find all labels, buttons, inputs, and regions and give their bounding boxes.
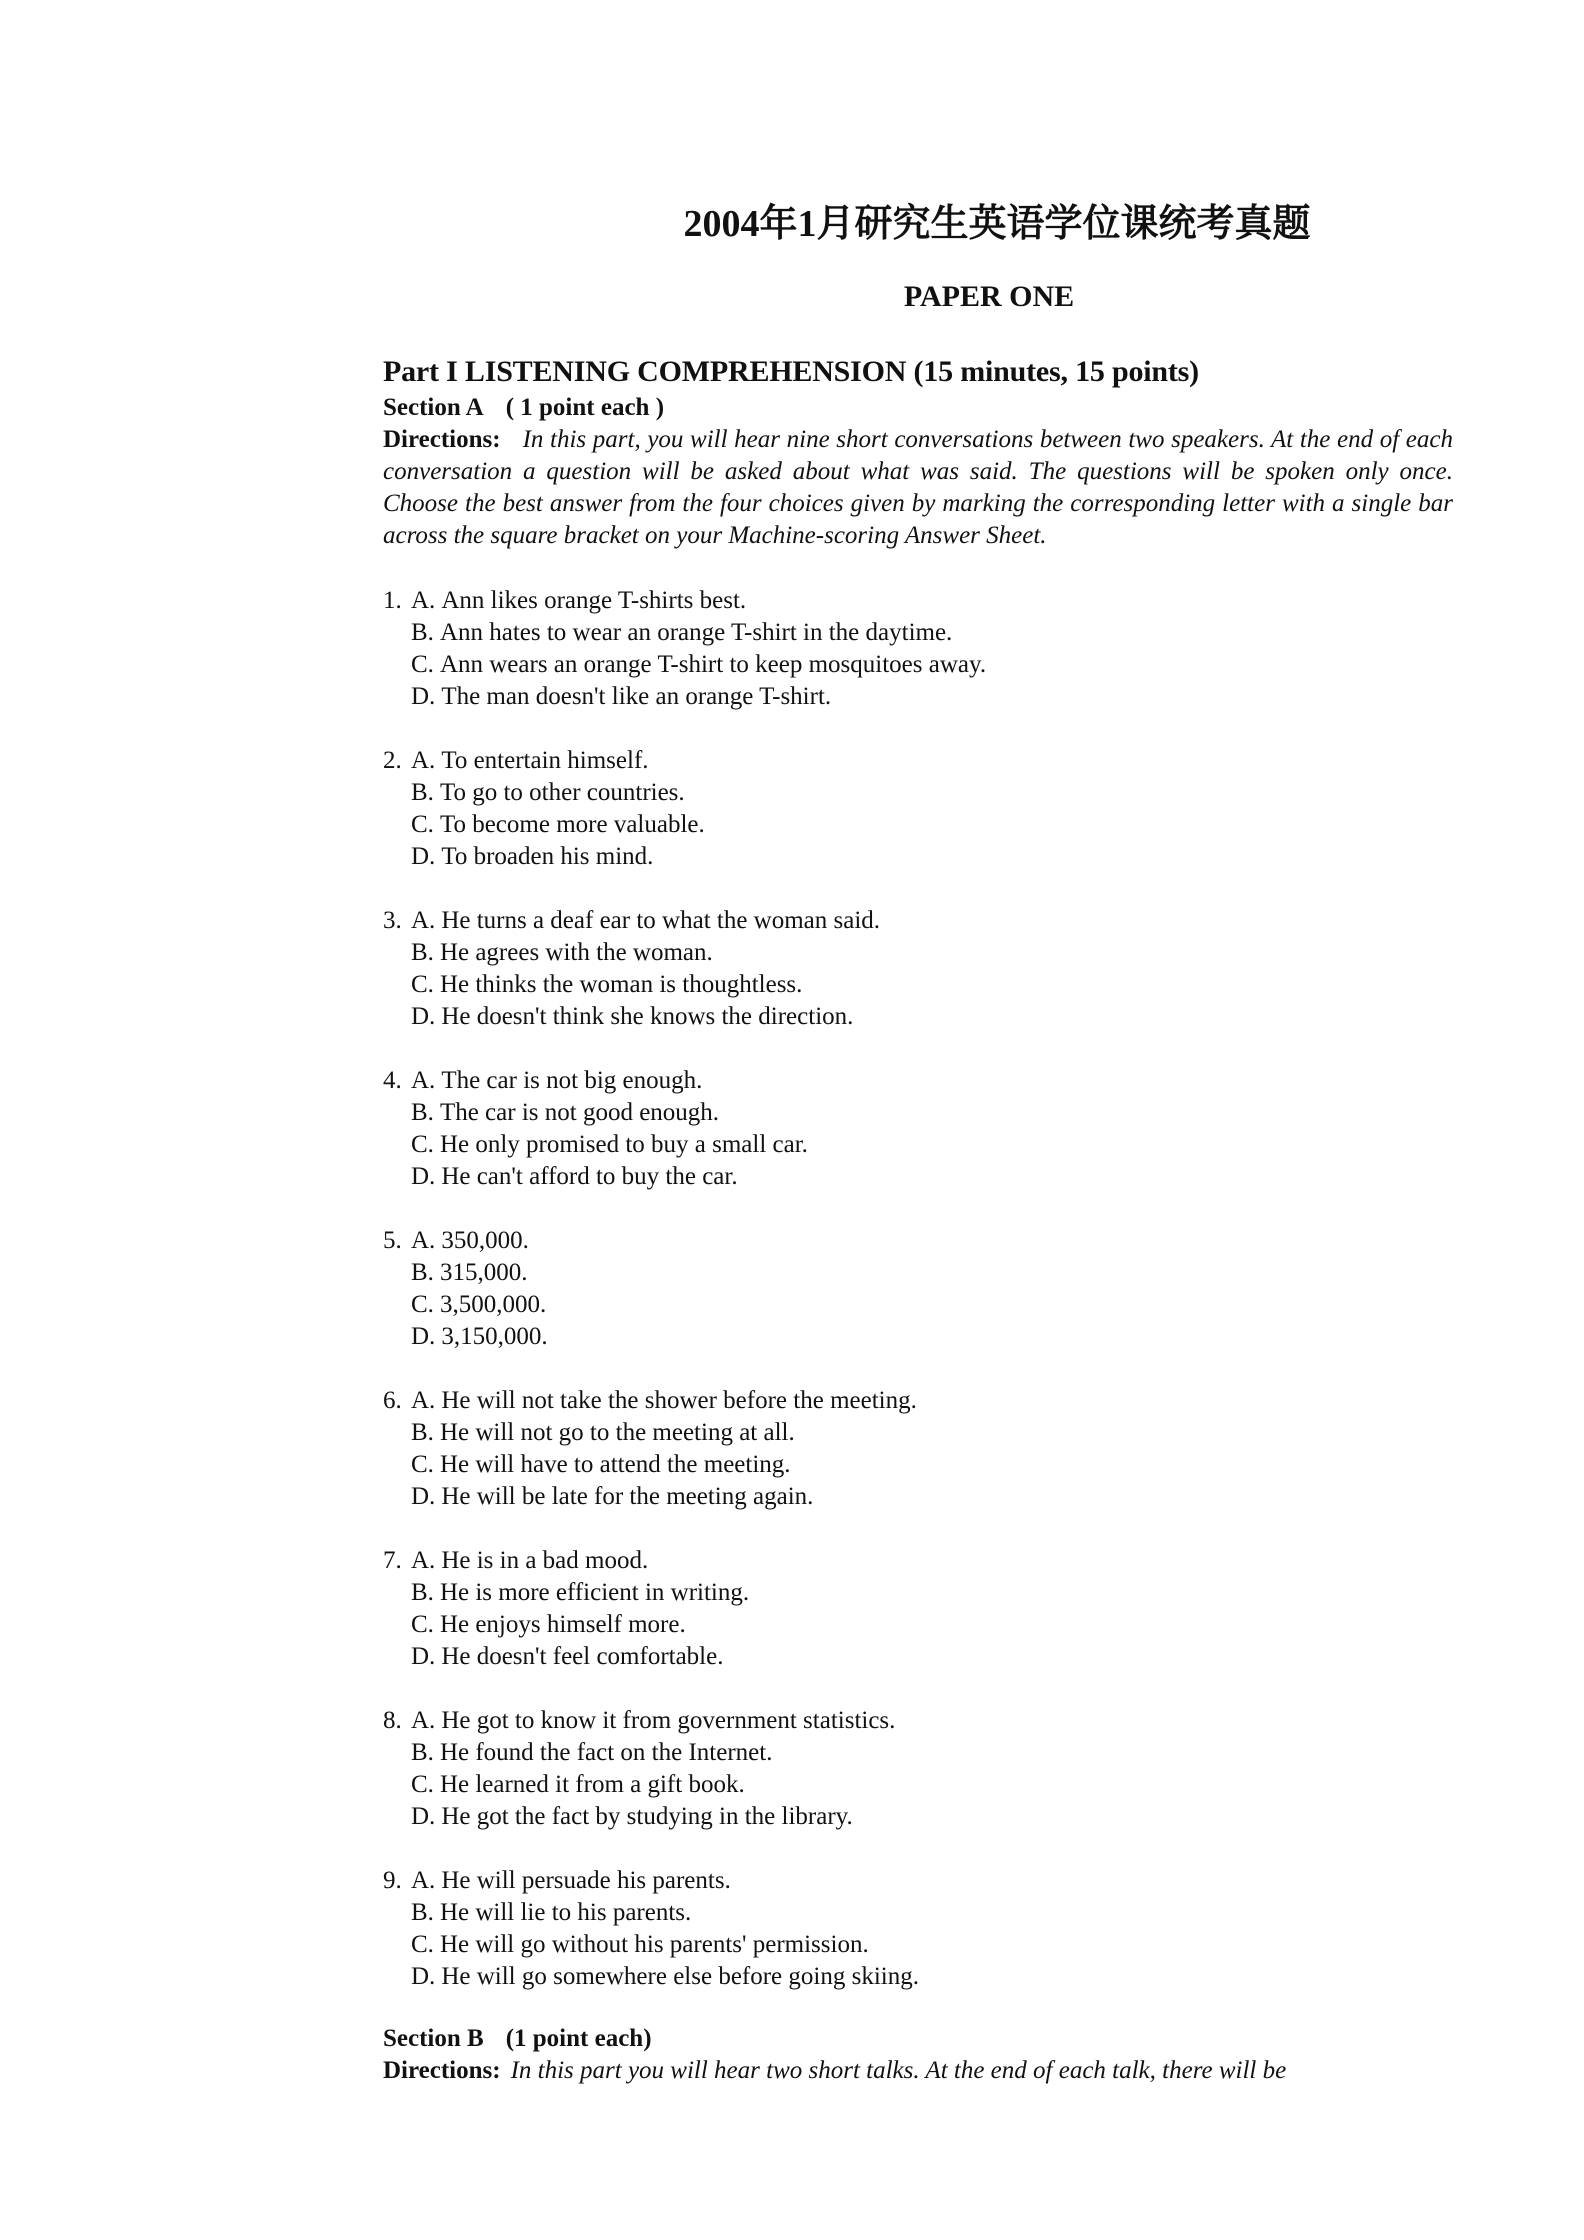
option-text: Ann hates to wear an orange T-shirt in the daytime. (439, 619, 953, 646)
option-letter: B. (411, 1259, 434, 1286)
answer-option (383, 1385, 1453, 1417)
option-text: He will not take the shower before the meeting. (441, 1387, 917, 1414)
option-letter: D. (411, 843, 436, 870)
option-letter: D. (411, 1163, 436, 1190)
question-number: 4. (383, 1067, 402, 1094)
answer-option (383, 937, 1453, 969)
answer-option (383, 1481, 1453, 1513)
section-b (383, 2023, 1453, 2087)
question-item (383, 905, 1453, 1033)
option-letter: A. (411, 1227, 436, 1254)
section-a-directions (383, 424, 1453, 552)
option-letter: A. (411, 907, 436, 934)
answer-option (383, 969, 1453, 1001)
answer-option (383, 1545, 1453, 1577)
option-text: The man doesn't like an orange T-shirt. (441, 683, 832, 710)
option-text: He will go somewhere else before going skiing. (441, 1963, 919, 1990)
option-text: He will persuade his parents. (441, 1867, 731, 1894)
answer-option (383, 1097, 1453, 1129)
section-a-points: ( 1 point each ) (505, 394, 665, 421)
option-text: He doesn't think she knows the direction. (441, 1003, 854, 1030)
question-item (383, 1065, 1453, 1193)
option-text: He learned it from a gift book. (439, 1771, 745, 1798)
option-letter: A. (411, 587, 436, 614)
answer-option (383, 617, 1453, 649)
section-b-directions (383, 2055, 1453, 2087)
question-item (383, 745, 1453, 873)
question-number: 6. (383, 1387, 402, 1414)
option-text: He will go without his parents' permission. (439, 1931, 869, 1958)
answer-option (383, 1961, 1453, 1993)
answer-option (383, 809, 1453, 841)
section-b-name: Section B (383, 2025, 484, 2052)
answer-option (383, 1257, 1453, 1289)
option-letter: D. (411, 1643, 436, 1670)
option-text: He will be late for the meeting again. (441, 1483, 814, 1510)
answer-option (383, 585, 1453, 617)
option-text: He can't afford to buy the car. (441, 1163, 738, 1190)
question-number: 8. (383, 1707, 402, 1734)
question-item (383, 1705, 1453, 1833)
option-letter: A. (411, 1067, 436, 1094)
question-item (383, 1545, 1453, 1673)
answer-option (383, 1289, 1453, 1321)
directions-label: Directions: (383, 426, 501, 453)
option-letter: C. (411, 1611, 434, 1638)
directions-text: In this part you will hear two short talks. At the end of each talk, there will be (510, 2057, 1287, 2084)
question-item (383, 1385, 1453, 1513)
option-letter: A. (411, 1547, 436, 1574)
answer-option (383, 649, 1453, 681)
answer-option (383, 1609, 1453, 1641)
answer-option (383, 1801, 1453, 1833)
option-letter: B. (411, 779, 434, 806)
question-number: 5. (383, 1227, 402, 1254)
question-number: 7. (383, 1547, 402, 1574)
answer-option (383, 841, 1453, 873)
question-number: 1. (383, 587, 402, 614)
answer-option (383, 1001, 1453, 1033)
question-item (383, 1865, 1453, 1993)
answer-option (383, 1129, 1453, 1161)
option-letter: B. (411, 1899, 434, 1926)
option-letter: B. (411, 1739, 434, 1766)
directions-text: In this part, you will hear nine short conversations between two speakers. At the end of each conversation a question will be asked about what was said. The questions will be spoken only once. Choose the best answer from the four choices given by marking the corresponding letter with a single bar across the square bracket on your Machine-scoring Answer Sheet. (383, 426, 1453, 549)
option-letter: C. (411, 811, 434, 838)
option-text: To become more valuable. (439, 811, 705, 838)
answer-option (383, 905, 1453, 937)
section-b-points: (1 point each) (505, 2025, 652, 2052)
answer-option (383, 1161, 1453, 1193)
option-letter: B. (411, 1099, 434, 1126)
answer-option (383, 1449, 1453, 1481)
answer-option (383, 1929, 1453, 1961)
option-text: He only promised to buy a small car. (439, 1131, 808, 1158)
answer-option (383, 1417, 1453, 1449)
option-letter: B. (411, 619, 434, 646)
option-text: 350,000. (441, 1227, 529, 1254)
answer-option (383, 745, 1453, 777)
option-text: He will have to attend the meeting. (439, 1451, 791, 1478)
option-text: He turns a deaf ear to what the woman said. (441, 907, 881, 934)
answer-option (383, 1769, 1453, 1801)
option-text: 3,150,000. (441, 1323, 548, 1350)
paper-title: PAPER ONE (903, 280, 1075, 313)
answer-option (383, 1705, 1453, 1737)
answer-option (383, 681, 1453, 713)
option-letter: B. (411, 1419, 434, 1446)
question-list (383, 585, 1453, 1993)
option-letter: D. (411, 1963, 436, 1990)
option-text: He will not go to the meeting at all. (439, 1419, 795, 1446)
answer-option (383, 1865, 1453, 1897)
option-text: He agrees with the woman. (439, 939, 713, 966)
option-letter: D. (411, 1003, 436, 1030)
question-number: 2. (383, 747, 402, 774)
part-heading: Part I LISTENING COMPREHENSION (15 minutes, 15 points) (383, 355, 1199, 388)
option-letter: C. (411, 651, 434, 678)
answer-option (383, 1737, 1453, 1769)
section-a-name: Section A (383, 394, 484, 421)
option-letter: A. (411, 1867, 436, 1894)
question-item (383, 585, 1453, 713)
question-item (383, 1225, 1453, 1353)
option-text: The car is not big enough. (441, 1067, 703, 1094)
question-number: 3. (383, 907, 402, 934)
answer-option (383, 1897, 1453, 1929)
option-letter: C. (411, 1131, 434, 1158)
option-text: He enjoys himself more. (439, 1611, 686, 1638)
option-text: Ann likes orange T-shirts best. (441, 587, 747, 614)
option-letter: D. (411, 1483, 436, 1510)
option-letter: C. (411, 1931, 434, 1958)
option-text: To broaden his mind. (441, 843, 654, 870)
option-letter: D. (411, 1323, 436, 1350)
page-content (383, 352, 1453, 2087)
option-letter: A. (411, 747, 436, 774)
option-letter: C. (411, 1771, 434, 1798)
section-b-heading (383, 2023, 1453, 2055)
option-text: He found the fact on the Internet. (439, 1739, 773, 1766)
option-letter: B. (411, 1579, 434, 1606)
option-text: He got the fact by studying in the library. (441, 1803, 853, 1830)
option-letter: B. (411, 939, 434, 966)
section-a-heading (383, 392, 1453, 424)
answer-option (383, 1641, 1453, 1673)
option-letter: D. (411, 1803, 436, 1830)
answer-option (383, 777, 1453, 809)
option-text: He is more efficient in writing. (439, 1579, 750, 1606)
option-text: Ann wears an orange T-shirt to keep mosquitoes away. (439, 651, 987, 678)
option-text: The car is not good enough. (439, 1099, 720, 1126)
option-letter: C. (411, 1291, 434, 1318)
option-text: He thinks the woman is thoughtless. (439, 971, 803, 998)
option-text: To entertain himself. (441, 747, 649, 774)
answer-option (383, 1225, 1453, 1257)
directions-label: Directions: (383, 2057, 501, 2084)
option-letter: D. (411, 683, 436, 710)
option-letter: C. (411, 1451, 434, 1478)
answer-option (383, 1065, 1453, 1097)
option-letter: A. (411, 1707, 436, 1734)
option-text: 3,500,000. (439, 1291, 547, 1318)
document-title: 2004年1月研究生英语学位课统考真题 (683, 203, 1311, 245)
answer-option (383, 1321, 1453, 1353)
option-text: He will lie to his parents. (439, 1899, 692, 1926)
option-letter: C. (411, 971, 434, 998)
option-letter: A. (411, 1387, 436, 1414)
option-text: 315,000. (439, 1259, 528, 1286)
option-text: To go to other countries. (439, 779, 685, 806)
option-text: He got to know it from government statistics. (441, 1707, 896, 1734)
answer-option (383, 1577, 1453, 1609)
option-text: He is in a bad mood. (441, 1547, 649, 1574)
option-text: He doesn't feel comfortable. (441, 1643, 724, 1670)
question-number: 9. (383, 1867, 402, 1894)
